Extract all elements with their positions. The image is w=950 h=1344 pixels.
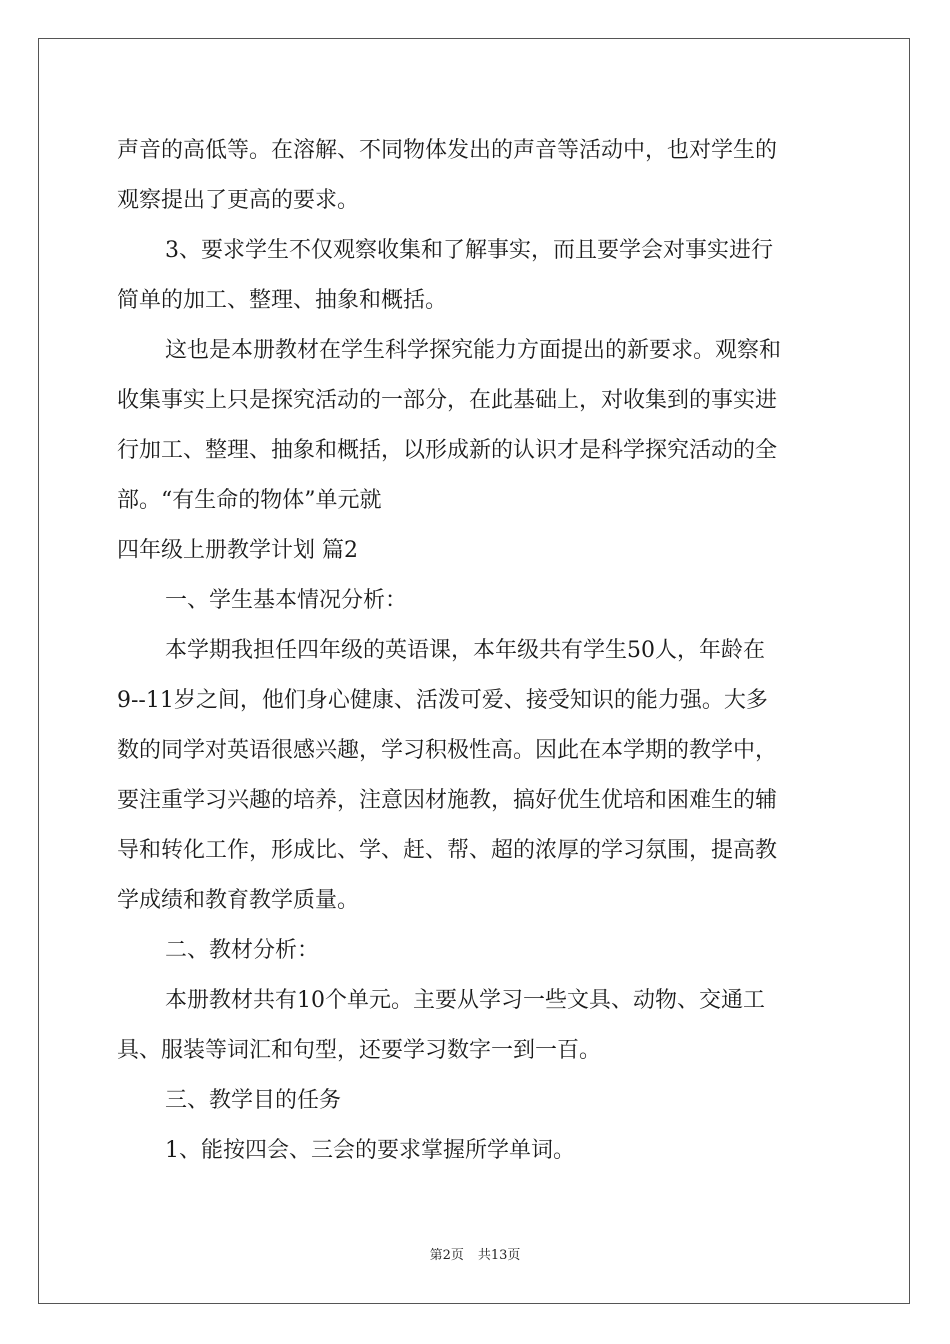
text-line: 声音的高低等。在溶解、不同物体发出的声音等活动中，也对学生的 xyxy=(117,138,778,163)
section-title: 四年级上册教学计划 篇2 xyxy=(117,538,358,563)
document-body xyxy=(117,126,837,1176)
text-line: 要注重学习兴趣的培养，注意因材施教，搞好优生优培和困难生的辅 xyxy=(117,788,778,813)
page-number: 第2页 xyxy=(429,1248,464,1263)
text-line: 本学期我担任四年级的英语课，本年级共有学生50人，年龄在 xyxy=(165,638,765,663)
section-heading: 一、学生基本情况分析： xyxy=(165,588,408,613)
page-footer xyxy=(0,1244,950,1263)
text-line: 部。“有生命的物体”单元就 xyxy=(117,488,382,513)
text-line: 导和转化工作，形成比、学、赶、帮、超的浓厚的学习氛围，提高教 xyxy=(117,838,778,863)
text-line: 简单的加工、整理、抽象和概括。 xyxy=(117,288,448,313)
text-line: 收集事实上只是探究活动的一部分，在此基础上，对收集到的事实进 xyxy=(117,388,778,413)
text-line: 行加工、整理、抽象和概括，以形成新的认识才是科学探究活动的全 xyxy=(117,438,778,463)
text-line: 数的同学对英语很感兴趣，学习积极性高。因此在本学期的教学中， xyxy=(117,738,778,763)
text-line: 这也是本册教材在学生科学探究能力方面提出的新要求。观察和 xyxy=(165,338,782,363)
text-line: 9--11岁之间，他们身心健康、活泼可爱、接受知识的能力强。大多 xyxy=(117,688,768,713)
text-line: 具、服装等词汇和句型，还要学习数字一到一百。 xyxy=(117,1038,602,1063)
section-heading: 三、教学目的任务 xyxy=(165,1088,342,1113)
text-line: 3、要求学生不仅观察收集和了解事实，而且要学会对事实进行 xyxy=(165,238,773,263)
text-line: 学成绩和教育教学质量。 xyxy=(117,888,360,913)
text-line: 本册教材共有10个单元。主要从学习一些文具、动物、交通工 xyxy=(165,988,765,1013)
text-line: 1、能按四会、三会的要求掌握所学单词。 xyxy=(165,1138,575,1163)
text-line: 观察提出了更高的要求。 xyxy=(117,188,360,213)
page-total: 共13页 xyxy=(477,1248,521,1263)
section-heading: 二、教材分析： xyxy=(165,938,320,963)
